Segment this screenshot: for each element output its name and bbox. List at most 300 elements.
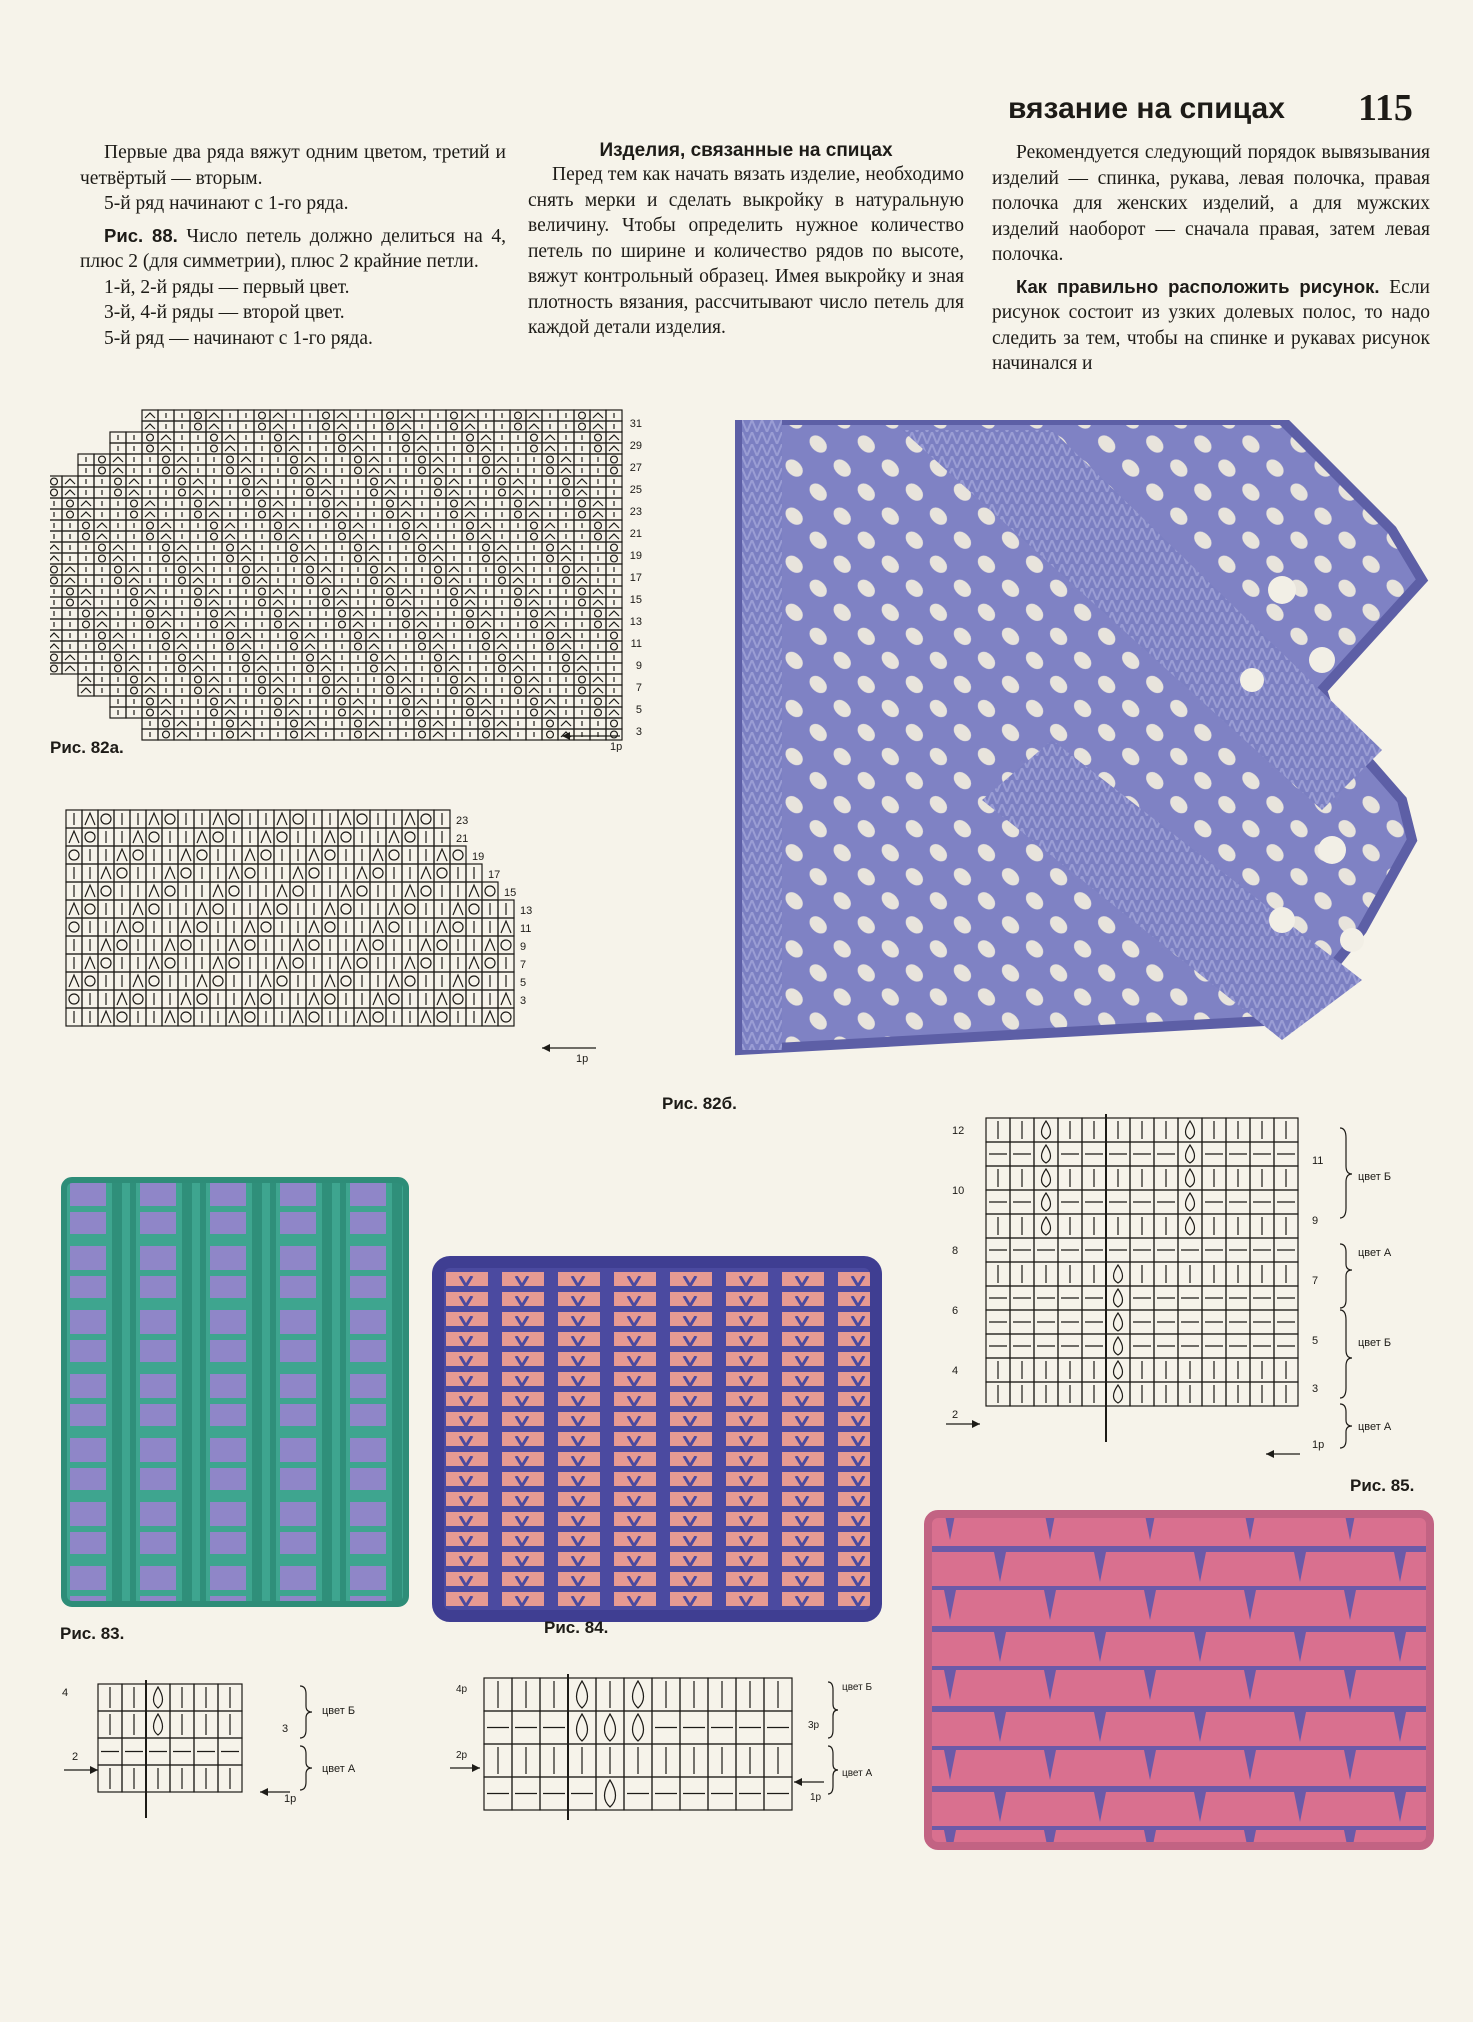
chart-cell	[254, 487, 270, 498]
decrease-symbol	[145, 501, 155, 506]
chart-cell	[494, 641, 510, 652]
chart-cell	[402, 972, 418, 990]
yarn-over-symbol	[99, 544, 106, 551]
chart-cell	[590, 509, 606, 520]
chart-cell	[306, 936, 322, 954]
decrease-symbol	[177, 644, 187, 649]
chart-cell	[178, 936, 194, 954]
chart-cell	[242, 864, 258, 882]
decrease-symbol	[341, 957, 351, 969]
yarn-over-symbol	[339, 698, 346, 705]
yarn-over-symbol	[595, 709, 602, 716]
yarn-over-symbol	[291, 544, 298, 551]
chart-cell	[446, 575, 462, 586]
chart-cell	[430, 542, 446, 553]
yarn-over-symbol	[115, 478, 122, 485]
chart-cell	[190, 663, 206, 674]
chart-cell	[50, 663, 62, 674]
decrease-symbol	[421, 1011, 431, 1023]
chart-cell	[418, 810, 434, 828]
row-label: 3	[1312, 1383, 1319, 1395]
yarn-over-symbol	[563, 566, 570, 573]
yarn-over-symbol	[437, 940, 447, 950]
yarn-over-symbol	[243, 566, 250, 573]
yarn-over-symbol	[259, 676, 266, 683]
col1-paragraph-4: 1-й, 2-й ряды — первый цвет.	[104, 276, 350, 298]
chart-cell	[366, 641, 382, 652]
chart-cell	[382, 575, 398, 586]
row-label: 9	[520, 941, 527, 953]
chart-cell	[370, 1008, 386, 1026]
yarn-over-symbol	[435, 577, 442, 584]
yarn-over-symbol	[131, 687, 138, 694]
yarn-over-symbol	[371, 665, 378, 672]
yarn-over-symbol	[163, 731, 170, 738]
decrease-symbol	[209, 424, 219, 429]
chart-cell	[130, 918, 146, 936]
yarn-over-symbol	[421, 814, 431, 824]
chart-cell	[478, 520, 494, 531]
yarn-over-symbol	[389, 994, 399, 1004]
yarn-over-symbol	[211, 533, 218, 540]
decrease-symbol	[241, 732, 251, 737]
chart-cell	[606, 608, 622, 619]
yarn-over-symbol	[243, 577, 250, 584]
chart-cell	[238, 465, 254, 476]
row-label: 13	[520, 905, 533, 917]
decrease-symbol	[193, 666, 203, 671]
decrease-symbol	[50, 633, 59, 638]
chart-cell	[434, 1008, 450, 1026]
lace-border-band	[742, 420, 782, 1050]
decrease-symbol	[177, 633, 187, 638]
chart-82b-grid	[66, 810, 517, 1026]
yarn-over-symbol	[117, 940, 127, 950]
yarn-over-symbol	[435, 665, 442, 672]
decrease-symbol	[465, 501, 475, 506]
yarn-over-symbol	[595, 698, 602, 705]
decrease-symbol	[289, 534, 299, 539]
chart-cell	[542, 443, 558, 454]
chart-cell	[526, 586, 542, 597]
decrease-symbol	[449, 655, 459, 660]
decrease-symbol	[305, 545, 315, 550]
yarn-over-symbol	[291, 467, 298, 474]
decrease-symbol	[325, 975, 335, 987]
chart-cell	[318, 652, 334, 663]
chart-cell	[510, 663, 526, 674]
chart-cell	[222, 443, 238, 454]
decrease-symbol	[545, 446, 555, 451]
row-label: 23	[629, 506, 642, 518]
chart-cell	[542, 531, 558, 542]
decrease-symbol	[385, 567, 395, 572]
chart-85-arrows	[946, 1420, 1300, 1458]
chart-83-braces	[300, 1686, 312, 1790]
chart-cell	[174, 465, 190, 476]
slip-stitch-symbol	[1186, 1169, 1195, 1187]
decrease-symbol	[145, 589, 155, 594]
chart-cell	[366, 553, 382, 564]
decrease-symbol	[161, 523, 171, 528]
yarn-over-symbol	[387, 511, 394, 518]
chart-cell	[254, 663, 270, 674]
yarn-over-symbol	[259, 511, 266, 518]
col1-paragraph-5: 3-й, 4-й ряды — второй цвет.	[104, 302, 345, 323]
decrease-symbol	[593, 413, 603, 418]
decrease-symbol	[481, 699, 491, 704]
decrease-symbol	[193, 655, 203, 660]
decrease-symbol	[561, 644, 571, 649]
yarn-over-symbol	[547, 456, 554, 463]
decrease-symbol	[273, 413, 283, 418]
decrease-symbol	[129, 655, 139, 660]
decrease-symbol	[369, 556, 379, 561]
decrease-symbol	[449, 490, 459, 495]
chart-cell	[590, 421, 606, 432]
decrease-symbol	[101, 1011, 111, 1023]
page-number: 115	[1358, 87, 1413, 129]
chart-cell	[338, 900, 354, 918]
chart-cell	[334, 674, 350, 685]
yarn-over-symbol	[291, 632, 298, 639]
chart-cell	[398, 421, 414, 432]
chart-cell	[238, 718, 254, 729]
yarn-over-symbol	[275, 610, 282, 617]
row-label: 2	[72, 1751, 79, 1763]
chart-cell	[498, 936, 514, 954]
yarn-over-symbol	[355, 720, 362, 727]
row-label: 21	[456, 833, 469, 845]
decrease-symbol	[309, 849, 319, 861]
chart-cell	[50, 597, 62, 608]
decrease-symbol	[65, 490, 75, 495]
chart-cell	[526, 410, 542, 421]
decrease-symbol	[433, 633, 443, 638]
chart-cell	[494, 553, 510, 564]
yarn-over-symbol	[211, 621, 218, 628]
decrease-symbol	[161, 622, 171, 627]
chart-cell	[226, 882, 242, 900]
yarn-over-symbol	[357, 958, 367, 968]
decrease-symbol	[593, 589, 603, 594]
chart-cell	[574, 663, 590, 674]
decrease-symbol	[433, 545, 443, 550]
yarn-over-symbol	[293, 886, 303, 896]
decrease-symbol	[257, 479, 267, 484]
yarn-over-symbol	[341, 976, 351, 986]
yarn-over-symbol	[211, 445, 218, 452]
yarn-over-symbol	[259, 423, 266, 430]
yarn-over-symbol	[419, 643, 426, 650]
yarn-over-symbol	[115, 566, 122, 573]
chart-cell	[334, 509, 350, 520]
yarn-over-symbol	[403, 610, 410, 617]
decrease-symbol	[277, 813, 287, 825]
chart-cell	[142, 597, 158, 608]
decrease-symbol	[229, 867, 239, 879]
decrease-symbol	[293, 867, 303, 879]
decrease-symbol	[289, 710, 299, 715]
chart-cell	[78, 685, 94, 696]
yarn-over-symbol	[389, 850, 399, 860]
yarn-over-symbol	[323, 412, 330, 419]
chart-cell	[318, 487, 334, 498]
decrease-symbol	[213, 813, 223, 825]
chart-cell	[434, 864, 450, 882]
yarn-over-symbol	[101, 886, 111, 896]
yarn-over-symbol	[51, 577, 58, 584]
decrease-symbol	[197, 903, 207, 915]
decrease-symbol	[145, 677, 155, 682]
yarn-over-symbol	[611, 456, 618, 463]
yarn-over-symbol	[277, 976, 287, 986]
decrease-symbol	[145, 413, 155, 418]
chart-82a	[50, 408, 650, 748]
yarn-over-symbol	[165, 814, 175, 824]
decrease-symbol	[133, 903, 143, 915]
chart-cell	[462, 685, 478, 696]
decrease-symbol	[101, 939, 111, 951]
chart-cell	[446, 663, 462, 674]
yarn-over-symbol	[211, 434, 218, 441]
decrease-symbol	[305, 633, 315, 638]
decrease-symbol	[609, 710, 619, 715]
decrease-symbol	[305, 644, 315, 649]
chart-cell	[210, 900, 226, 918]
decrease-symbol	[385, 479, 395, 484]
yarn-over-symbol	[99, 643, 106, 650]
chart-cell	[126, 663, 142, 674]
decrease-symbol	[81, 677, 91, 682]
chart-cell	[274, 828, 290, 846]
slip-stitch-symbol	[154, 1687, 163, 1708]
chart-cell	[318, 575, 334, 586]
decrease-symbol	[273, 600, 283, 605]
color-label: цвет Б	[1358, 1337, 1392, 1349]
chart-cell	[398, 597, 414, 608]
yarn-over-symbol	[211, 709, 218, 716]
chart-cell	[146, 828, 162, 846]
decrease-symbol	[501, 921, 511, 933]
yarn-over-symbol	[131, 676, 138, 683]
decrease-symbol	[357, 939, 367, 951]
decrease-symbol	[609, 699, 619, 704]
chart-cell	[222, 432, 238, 443]
slip-stitch-symbol	[1186, 1145, 1195, 1163]
yarn-over-symbol	[195, 511, 202, 518]
decrease-symbol	[417, 710, 427, 715]
row-label: 7	[520, 959, 527, 971]
chart-cell	[350, 619, 366, 630]
yarn-over-symbol	[501, 1012, 511, 1022]
chart-cell	[510, 652, 526, 663]
yarn-over-symbol	[355, 456, 362, 463]
chart-cell	[462, 674, 478, 685]
chart-cell	[302, 718, 318, 729]
decrease-symbol	[577, 490, 587, 495]
row-label: 17	[488, 869, 501, 881]
decrease-symbol	[177, 457, 187, 462]
decrease-symbol	[97, 534, 107, 539]
decrease-symbol	[561, 633, 571, 638]
yarn-over-symbol	[179, 489, 186, 496]
yarn-over-symbol	[405, 976, 415, 986]
decrease-symbol	[177, 468, 187, 473]
row-label: 15	[629, 594, 642, 606]
decrease-symbol	[497, 721, 507, 726]
chart-cell	[110, 465, 126, 476]
fig-reference-88: Рис. 88.	[104, 224, 178, 246]
chart-cell	[222, 696, 238, 707]
chart-cell	[322, 918, 338, 936]
yarn-over-symbol	[181, 1012, 191, 1022]
decrease-symbol	[209, 413, 219, 418]
chart-cell	[418, 882, 434, 900]
chart-cell	[78, 498, 94, 509]
yarn-over-symbol	[611, 555, 618, 562]
chart-cell	[526, 509, 542, 520]
decrease-symbol	[145, 424, 155, 429]
chart-cell	[306, 1008, 322, 1026]
row-label: 4	[952, 1365, 959, 1377]
yarn-over-symbol	[389, 922, 399, 932]
chart-cell	[318, 476, 334, 487]
lace-eyelet	[1240, 668, 1264, 692]
chart-cell	[574, 476, 590, 487]
chart-cell	[542, 520, 558, 531]
chart-cell	[62, 487, 78, 498]
decrease-symbol	[417, 523, 427, 528]
decrease-symbol	[353, 611, 363, 616]
chart-cell	[302, 729, 318, 740]
yarn-over-symbol	[563, 489, 570, 496]
decrease-symbol	[325, 831, 335, 843]
yarn-over-symbol	[387, 423, 394, 430]
yarn-over-symbol	[387, 676, 394, 683]
yarn-over-symbol	[115, 654, 122, 661]
decrease-symbol	[385, 490, 395, 495]
decrease-symbol	[577, 567, 587, 572]
chart-cell	[446, 487, 462, 498]
chart-cell	[482, 954, 498, 972]
row-label: 1р	[1312, 1439, 1325, 1451]
decrease-symbol	[241, 644, 251, 649]
yarn-over-symbol	[515, 412, 522, 419]
yarn-over-symbol	[243, 478, 250, 485]
decrease-symbol	[241, 633, 251, 638]
yarn-over-symbol	[437, 868, 447, 878]
decrease-symbol	[337, 589, 347, 594]
chart-cell	[206, 674, 222, 685]
yarn-over-symbol	[307, 654, 314, 661]
decrease-symbol	[369, 644, 379, 649]
decrease-symbol	[469, 885, 479, 897]
decrease-symbol	[81, 600, 91, 605]
yarn-over-symbol	[355, 632, 362, 639]
chart-cell	[568, 1678, 596, 1711]
decrease-symbol	[421, 867, 431, 879]
chart-82a-row-labels	[630, 418, 642, 738]
chart-cell	[270, 586, 286, 597]
yarn-over-symbol	[515, 423, 522, 430]
chart-cell	[430, 718, 446, 729]
decrease-symbol	[481, 710, 491, 715]
chart-cell	[366, 729, 382, 740]
chart-cell	[466, 900, 482, 918]
chart-cell	[382, 564, 398, 575]
yarn-over-symbol	[499, 489, 506, 496]
chart-cell	[50, 619, 62, 630]
yarn-over-symbol	[227, 456, 234, 463]
row-label: 6	[952, 1305, 959, 1317]
yarn-over-symbol	[339, 709, 346, 716]
decrease-symbol	[161, 534, 171, 539]
chart-cell	[494, 454, 510, 465]
chart-83	[60, 1680, 390, 1830]
decrease-symbol	[129, 479, 139, 484]
yarn-over-symbol	[579, 588, 586, 595]
chart-cell	[62, 652, 78, 663]
slip-stitch-symbol	[1114, 1385, 1123, 1403]
chart-cell	[366, 630, 382, 641]
decrease-symbol	[289, 523, 299, 528]
decrease-symbol	[433, 732, 443, 737]
chart-cell	[274, 900, 290, 918]
chart-82b	[62, 808, 662, 1068]
yarn-over-symbol	[117, 1012, 127, 1022]
chart-cell	[322, 846, 338, 864]
row-label: 15	[504, 887, 517, 899]
yarn-over-symbol	[149, 904, 159, 914]
decrease-symbol	[149, 885, 159, 897]
col3-paragraph-2-text: Если рисунок состоит из узких долевых полос, то надо следить за тем, чтобы на спинке и рукавах рисунок начинался и	[992, 276, 1430, 374]
chart-cell	[596, 1777, 624, 1810]
chart-cell	[50, 487, 62, 498]
chart-cell	[542, 696, 558, 707]
yarn-over-symbol	[515, 511, 522, 518]
decrease-symbol	[117, 993, 127, 1005]
yarn-over-symbol	[451, 676, 458, 683]
chart-cell	[542, 432, 558, 443]
chart-cell	[158, 696, 174, 707]
chart-cell	[286, 696, 302, 707]
chart-cell	[270, 674, 286, 685]
yarn-over-symbol	[259, 687, 266, 694]
chart-cell	[606, 520, 622, 531]
chart-cell	[402, 900, 418, 918]
decrease-symbol	[145, 688, 155, 693]
decrease-symbol	[401, 501, 411, 506]
chart-cell	[50, 575, 62, 586]
decrease-symbol	[385, 655, 395, 660]
chart-cell	[142, 421, 158, 432]
yarn-over-symbol	[275, 533, 282, 540]
chart-cell	[126, 652, 142, 663]
decrease-symbol	[65, 578, 75, 583]
slip-stitch-symbol	[633, 1681, 644, 1708]
decrease-symbol	[209, 589, 219, 594]
decrease-symbol	[405, 885, 415, 897]
yarn-over-symbol	[227, 731, 234, 738]
decrease-symbol	[113, 556, 123, 561]
chart-cell	[568, 1711, 596, 1744]
chart-cell	[350, 707, 366, 718]
chart-cell	[434, 936, 450, 954]
chart-cell	[430, 641, 446, 652]
decrease-symbol	[305, 468, 315, 473]
decrease-symbol	[501, 993, 511, 1005]
